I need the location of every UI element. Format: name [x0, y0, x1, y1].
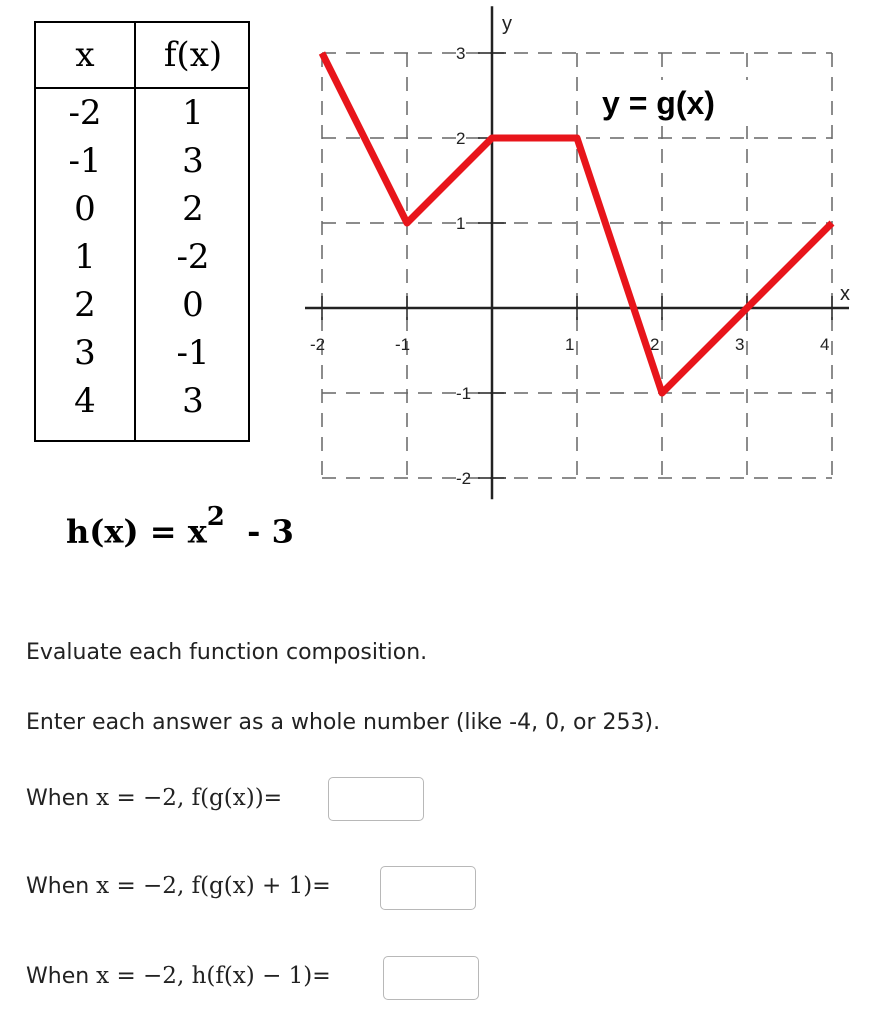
- y-tick-label: 1: [456, 214, 466, 233]
- question-math: x = −2, h(f(x) − 1): [96, 963, 313, 989]
- y-tick-label: 2: [456, 129, 466, 148]
- table-cell-fx: -1: [176, 333, 210, 373]
- question-equals: =: [312, 964, 331, 989]
- table-cell-fx: 1: [182, 93, 204, 133]
- table-cell-x: 2: [74, 285, 96, 325]
- question-equals: =: [263, 786, 283, 811]
- y-axis-label: y: [502, 13, 512, 35]
- question-math: x = −2, f(g(x)): [96, 785, 264, 811]
- curve-label: y = g(x): [602, 85, 715, 121]
- y-tick-label: -1: [456, 384, 472, 403]
- question-when: When: [26, 786, 97, 811]
- y-tick-label: -2: [456, 469, 472, 488]
- table-cell-fx: 0: [182, 285, 204, 325]
- h-definition: [66, 502, 294, 551]
- fx-table: [34, 21, 250, 442]
- question-math: x = −2, f(g(x) + 1): [96, 873, 313, 899]
- question-2: [26, 873, 331, 899]
- h-definition-left: h(x) = x: [66, 512, 207, 551]
- h-definition-exponent: 2: [206, 502, 225, 532]
- table-cell-fx: 3: [182, 381, 204, 421]
- x-tick-label: 1: [565, 335, 575, 354]
- answer-input-2[interactable]: [380, 866, 476, 910]
- question-when: When: [26, 874, 97, 899]
- x-tick-label: 3: [735, 335, 745, 354]
- table-header-x: x: [75, 35, 95, 75]
- table-cell-x: -1: [68, 141, 102, 181]
- instruction-format: Enter each answer as a whole number (like -4, 0, or 253).: [26, 710, 661, 735]
- h-definition-right: - 3: [247, 512, 294, 551]
- answer-input-1[interactable]: [328, 777, 424, 821]
- instruction-evaluate: Evaluate each function composition.: [26, 640, 428, 665]
- table-cell-x: 1: [74, 237, 96, 277]
- table-cell-x: -2: [68, 93, 102, 133]
- table-cell-x: 3: [74, 333, 96, 373]
- x-tick-label: 2: [650, 335, 660, 354]
- y-tick-label: 3: [456, 44, 466, 63]
- x-tick-label: 4: [820, 335, 830, 354]
- table-cell-fx: 3: [182, 141, 204, 181]
- gx-graph: [280, 0, 850, 500]
- question-1: [26, 785, 282, 811]
- x-tick-label: -1: [395, 335, 411, 354]
- table-cell-fx: 2: [182, 189, 204, 229]
- question-when: When: [26, 964, 97, 989]
- answer-input-3[interactable]: [383, 956, 479, 1000]
- x-axis-label: x: [840, 283, 850, 305]
- table-header-fx: f(x): [163, 35, 223, 75]
- table-cell-x: 0: [74, 189, 96, 229]
- question-equals: =: [312, 874, 331, 899]
- table-cell-fx: -2: [176, 237, 210, 277]
- x-tick-label: -2: [310, 335, 326, 354]
- table-cell-x: 4: [74, 381, 96, 421]
- question-3: [26, 963, 331, 989]
